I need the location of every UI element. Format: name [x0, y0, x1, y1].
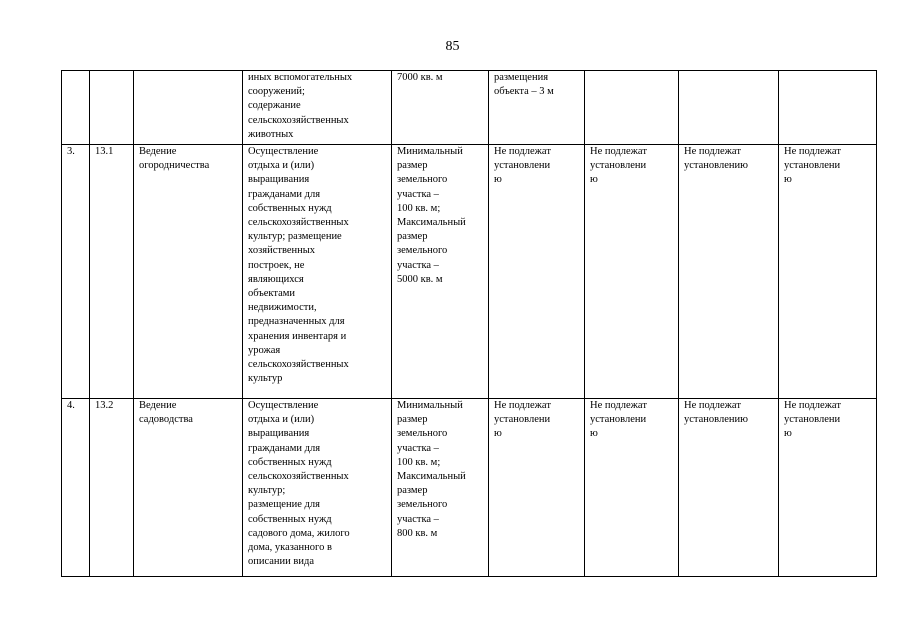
floors-cell [585, 71, 679, 145]
height-cell: Не подлежат установлению [679, 399, 779, 577]
use-code-cell: 13.1 [90, 145, 134, 399]
use-description-cell: Осуществление отдыха и (или) выращивания гражданами для собственных нужд сельскохозяйственных культур; размещение для собственных нужд садового дома, жилого дома, указанного в описании вида [243, 399, 392, 577]
table-row [62, 399, 877, 577]
row-number-cell: 3. [62, 145, 90, 399]
use-name-cell [134, 71, 243, 145]
plot-size-cell: 7000 кв. м [392, 71, 489, 145]
use-name-cell: Ведение садоводства [134, 399, 243, 577]
table-row [62, 145, 877, 399]
regulations-table [61, 70, 877, 577]
use-code-cell [90, 71, 134, 145]
floors-cell: Не подлежат установлени ю [585, 145, 679, 399]
table-row [62, 71, 877, 145]
use-description-cell: Осуществление отдыха и (или) выращивания гражданами для собственных нужд сельскохозяйственных культур; размещение хозяйственных построек, не являющихся объектами недвижимости, предназначенных для хранения инвентаря и урожая сельскохозяйственных культур [243, 145, 392, 399]
plot-size-cell: Минимальный размер земельного участка – 100 кв. м; Максимальный размер земельного участка – 5000 кв. м [392, 145, 489, 399]
use-code-cell: 13.2 [90, 399, 134, 577]
row-number-cell [62, 71, 90, 145]
page-number: 85 [445, 39, 460, 54]
height-cell [679, 71, 779, 145]
floors-cell: Не подлежат установлени ю [585, 399, 679, 577]
height-cell: Не подлежат установлению [679, 145, 779, 399]
setback-cell: Не подлежат установлени ю [489, 399, 585, 577]
setback-cell: размещения объекта – 3 м [489, 71, 585, 145]
plot-size-cell: Минимальный размер земельного участка – 100 кв. м; Максимальный размер земельного участка – 800 кв. м [392, 399, 489, 577]
coverage-cell: Не подлежат установлени ю [779, 145, 877, 399]
coverage-cell [779, 71, 877, 145]
row-number-cell: 4. [62, 399, 90, 577]
use-name-cell: Ведение огородничества [134, 145, 243, 399]
coverage-cell: Не подлежат установлени ю [779, 399, 877, 577]
use-description-cell: иных вспомогательных сооружений; содержание сельскохозяйственных животных [243, 71, 392, 145]
setback-cell: Не подлежат установлени ю [489, 145, 585, 399]
